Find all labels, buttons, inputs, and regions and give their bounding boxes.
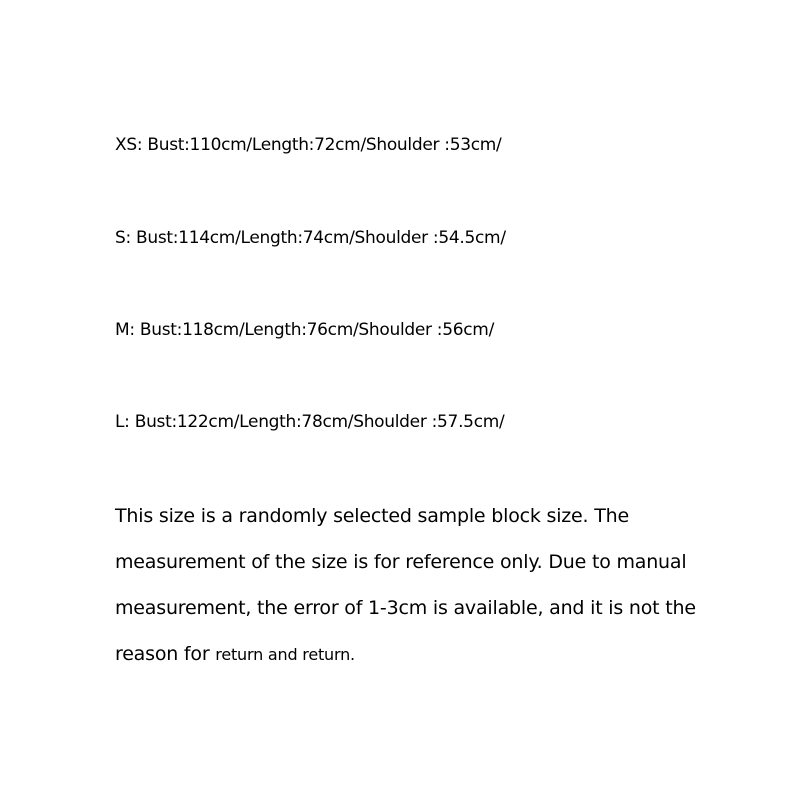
size-xs-measurements: XS: Bust:110cm/Length:72cm/Shoulder :53cm/ xyxy=(115,135,502,155)
size-l-measurements: L: Bust:122cm/Length:78cm/Shoulder :57.5cm/ xyxy=(115,412,505,432)
note-line-4-start: reason for xyxy=(115,643,216,665)
note-line-4 xyxy=(115,639,755,685)
note-line-4-end: return and return. xyxy=(215,645,355,664)
note-line-3: measurement, the error of 1-3cm is available, and it is not the xyxy=(115,597,696,619)
size-m-measurements: M: Bust:118cm/Length:76cm/Shoulder :56cm/ xyxy=(115,320,494,340)
size-disclaimer-note xyxy=(115,501,755,685)
note-line-2: measurement of the size is for reference only. Due to manual xyxy=(115,551,687,573)
note-line-1: This size is a randomly selected sample block size. The xyxy=(115,505,629,527)
size-s-measurements: S: Bust:114cm/Length:74cm/Shoulder :54.5cm/ xyxy=(115,228,506,248)
